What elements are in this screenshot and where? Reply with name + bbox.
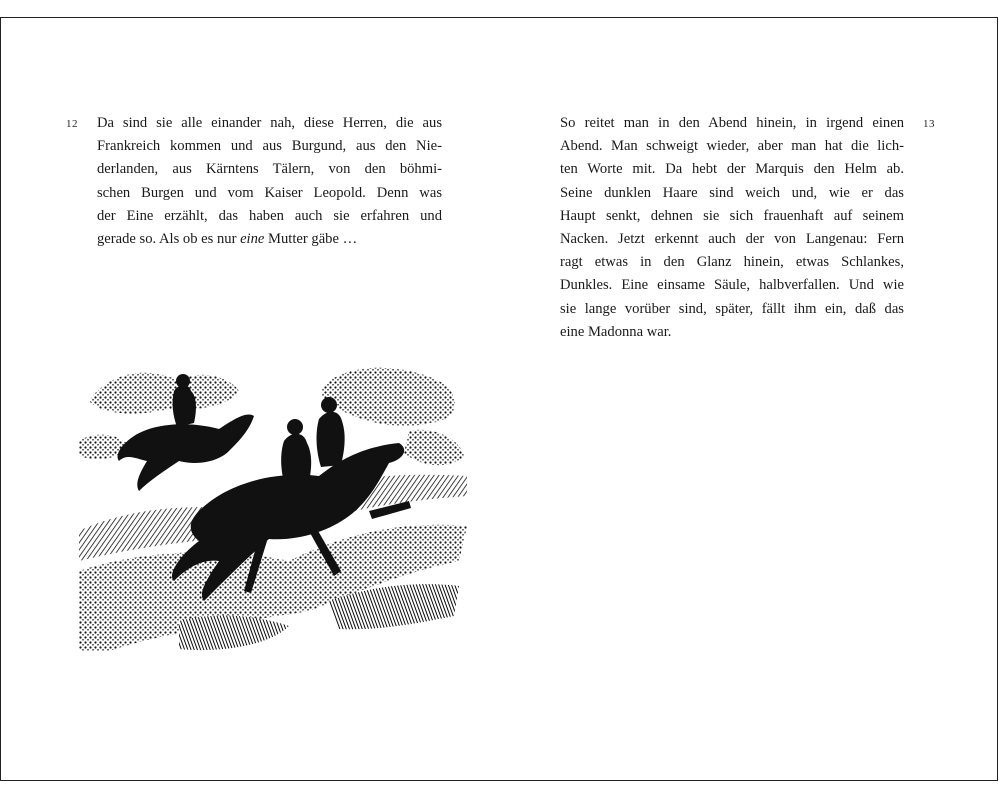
emphasized-word: eine: [240, 231, 265, 248]
text-line: derlanden, aus Kärntens Tälern, von den böhmi-: [97, 161, 442, 178]
text-line: sie lange vorüber sind, später, fällt ihm ein, daß das: [560, 300, 904, 317]
text-line: ten Worte mit. Da hebt der Marquis den Helm ab.: [560, 161, 904, 178]
text-line: Haupt senkt, dehnen sie sich frauenhaft auf seinem: [560, 207, 904, 224]
text-line: ragt etwas in den Glanz hinein, etwas Schlankes,: [560, 254, 904, 271]
text-line: [97, 228, 442, 251]
left-page-number: 12: [66, 118, 78, 130]
book-spread: [0, 17, 998, 781]
text-line: So reitet man in den Abend hinein, in irgend einen: [560, 115, 904, 131]
text-line: schen Burgen und vom Kaiser Leopold. Denn was: [97, 184, 442, 201]
left-page-text: [97, 112, 442, 251]
text-line: Da sind sie alle einander nah, diese Herren, die aus: [97, 115, 442, 131]
text-line: eine Madonna war.: [560, 323, 672, 340]
horsemen-illustration: [79, 361, 467, 656]
text-line: Abend. Man schweigt wieder, aber man hat die lich-: [560, 138, 904, 155]
right-page-text: [560, 112, 904, 344]
text-line: Frankreich kommen und aus Burgund, aus den Nie-: [97, 138, 442, 155]
text-line: Seine dunklen Haare sind weich und, wie er das: [560, 184, 904, 201]
right-page-number: 13: [923, 118, 935, 130]
text-fragment: Mutter gäbe …: [264, 231, 358, 248]
text-line: Dunkles. Eine einsame Säule, halbverfallen. Und wie: [560, 277, 904, 294]
text-fragment: gerade so. Als ob es nur: [97, 231, 241, 248]
text-line: der Eine erzählt, das haben auch sie erfahren und: [97, 207, 442, 224]
text-line: Nacken. Jetzt erkennt auch der von Langenau: Fern: [560, 231, 904, 248]
